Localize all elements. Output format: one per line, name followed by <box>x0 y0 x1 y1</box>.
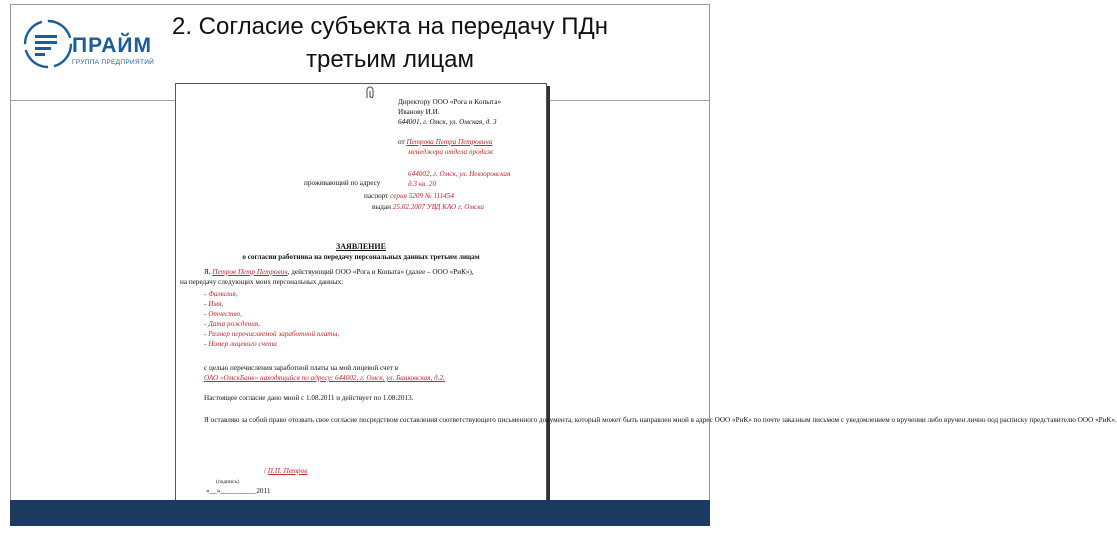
logo-brand: ПРАЙМ <box>72 34 153 57</box>
clip-icon <box>364 86 378 100</box>
passport-line <box>364 192 454 201</box>
from-position: менеджера отдела продаж <box>408 148 494 156</box>
from-line <box>398 138 492 147</box>
company-logo <box>22 18 155 78</box>
slide-title-line2: третьим лицам <box>306 46 474 73</box>
addressee-line1: Директору ООО «Рога и Копыта» <box>398 98 502 106</box>
date-line: «__»__________2011 <box>206 487 271 495</box>
document-subtitle: о согласии работника на передачу персональных данных третьим лицам <box>242 253 480 261</box>
pd-item: - Фамилия, <box>204 290 238 298</box>
slide-title-line1: 2. Согласие субъекта на передачу ПДн <box>172 13 608 40</box>
issued-line <box>372 203 484 212</box>
signature-slash: / <box>264 467 266 475</box>
signer-name: П.П. Петров <box>267 467 308 475</box>
signature-caption: (подпись) <box>216 479 239 485</box>
footer-bar <box>10 500 710 526</box>
bank-line: ОАО «ОмскБанк» находящийся по адресу: 644002, г. Омск, ул. Банковская, д.2. <box>204 374 445 382</box>
live-address1: 644002, г. Омск, ул. Невзоровская <box>408 170 511 178</box>
passport-value: серия 5209 № 111454 <box>390 192 454 200</box>
logo-mark-icon <box>22 18 74 70</box>
body-intro-a: Я, <box>204 268 211 276</box>
pd-item: - Отчество, <box>204 310 242 318</box>
pd-item: - Дата рождения, <box>204 320 260 328</box>
body-intro <box>204 268 474 277</box>
body-name: Петров Петр Петрович <box>212 268 288 276</box>
document-scan <box>175 83 1117 503</box>
body-intro-b: , действующий ООО «Рога и Копыта» (далее – ООО «РиК»), <box>287 268 474 276</box>
pd-item: - Имя, <box>204 300 224 308</box>
logo-subtitle: ГРУППА ПРЕДПРИЯТИЙ <box>72 59 155 66</box>
from-name: Петрова Петра Петровича <box>406 138 493 146</box>
passport-label: паспорт <box>364 192 389 200</box>
live-address2: д.3 кв. 20 <box>408 180 437 188</box>
issued-label: выдан <box>372 203 391 211</box>
signature-line <box>264 467 307 476</box>
document-title: ЗАЯВЛЕНИЕ <box>336 242 386 251</box>
issued-value: 25.02.2007 УВД КАО г. Омска <box>392 203 484 211</box>
pd-item: - Номер лицевого счета <box>204 340 277 348</box>
addressee-line2: Иванову И.И. <box>398 108 440 116</box>
addressee-line3: 644001, г. Омск, ул. Омская, д. 3 <box>398 118 497 126</box>
slide-title <box>140 10 640 76</box>
validity-line: Настоящее согласие дано мной с 1.08.2011 и действует по 1.08.2013. <box>204 394 414 402</box>
pd-item: - Размер перечисляемой заработной платы, <box>204 330 340 338</box>
live-address-label: проживающий по адресу <box>304 179 381 187</box>
purpose-line: с целью перечисления заработной платы на мой лицевой счет в <box>204 364 399 372</box>
body-intro-line2: на передачу следующих моих персональных данных: <box>180 278 344 286</box>
from-label: от <box>398 138 405 146</box>
revocation-paragraph: Я оставляю за собой право отозвать свое согласие посредством составления соответствующего письменного документа, который может быть направлен мной в адрес ООО «РиК» по почте заказным письмом с уведомлением о вручении либо вручен лично под расписку представителю ООО «РиК». <box>204 416 1117 424</box>
